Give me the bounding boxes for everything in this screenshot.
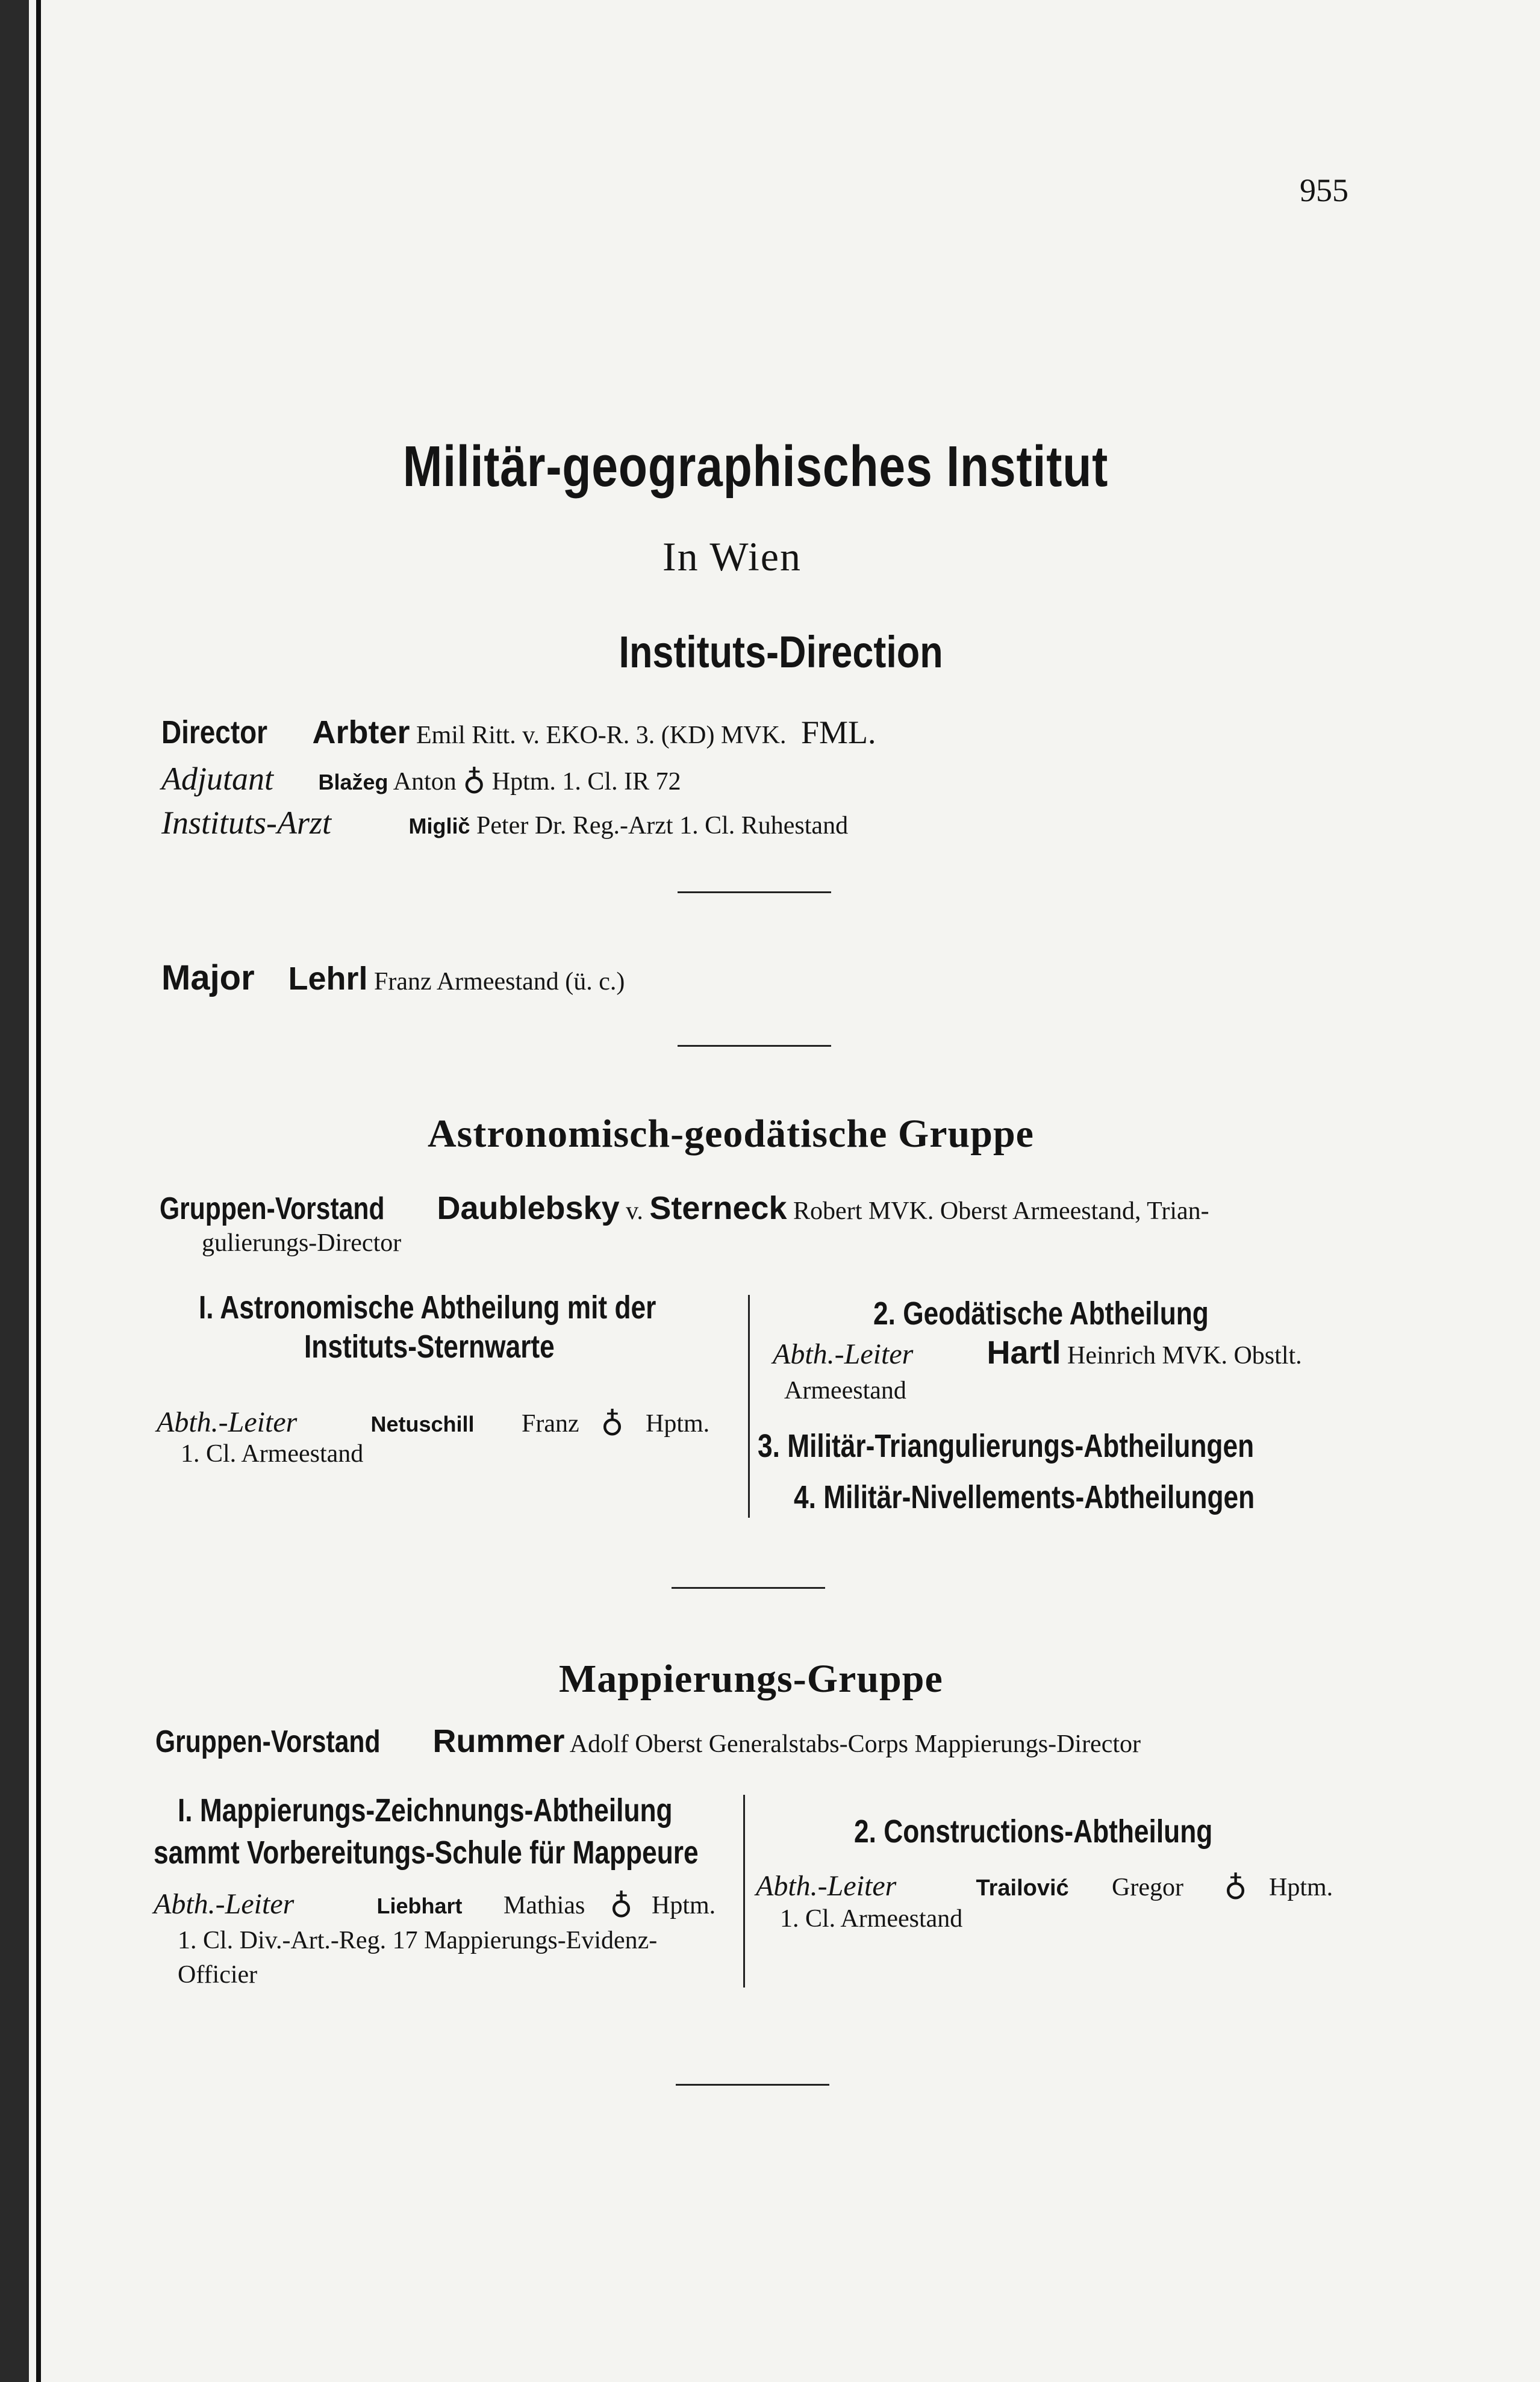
page-title — [136, 434, 1375, 500]
mapping-left-leiter-first: Mathias — [503, 1892, 585, 1919]
mapping-right-leiter-rank: Hptm. — [1269, 1874, 1333, 1901]
mapping-left-leiter-line — [154, 1885, 715, 1921]
astro-section-1-line2: Instituts-Sternwarte — [304, 1329, 555, 1365]
arzt-details: Peter Dr. Reg.-Arzt 1. Cl. Ruhestand — [476, 812, 849, 840]
page-number: 955 — [1300, 172, 1348, 208]
major-details: Franz Armeestand (ü. c.) — [374, 968, 625, 996]
astro-group-heading: Astronomisch-geodätische Gruppe — [428, 1112, 1034, 1156]
scan-border — [36, 0, 41, 2382]
column-divider — [743, 1795, 745, 1988]
mapping-section-1-line1: I. Mappierungs-Zeichnungs-Abtheilung — [178, 1792, 673, 1829]
mapping-right-leiter-details: 1. Cl. Armeestand — [780, 1905, 963, 1933]
major-name: Lehrl — [288, 961, 368, 997]
astro-section-4: 4. Militär-Nivellements-Abtheilungen — [794, 1479, 1255, 1515]
astro-left-leiter-rank: Hptm. — [646, 1410, 710, 1438]
astro-vorstand-v: v. — [626, 1197, 643, 1225]
astro-left-leiter-name: Netuschill — [370, 1412, 475, 1436]
astro-left-leiter-line — [157, 1403, 709, 1439]
mapping-vorstand-role: Gruppen-Vorstand — [155, 1724, 381, 1759]
adjutant-details: Hptm. 1. Cl. IR 72 — [491, 768, 681, 796]
mapping-vorstand-name: Rummer — [432, 1723, 565, 1759]
mapping-vorstand-details: Adolf Oberst Generalstabs-Corps Mappierungs-Director — [569, 1730, 1141, 1758]
mapping-left-leiter-rank: Hptm. — [652, 1892, 716, 1919]
astro-vorstand-name-b: Sterneck — [649, 1190, 787, 1226]
astro-vorstand-name-a: Daublebsky — [437, 1190, 620, 1226]
page-subtitle: In Wien — [662, 534, 802, 579]
decoration-icon: ♁ — [1224, 1868, 1247, 1903]
astro-left-leiter-role: Abth.-Leiter — [157, 1406, 298, 1438]
decoration-icon: ♁ — [600, 1405, 624, 1439]
separator — [672, 1587, 825, 1589]
arzt-name: Miglič — [408, 814, 470, 838]
director-line — [161, 714, 876, 751]
major-line — [161, 958, 625, 998]
astro-vorstand-line — [160, 1189, 1209, 1227]
mapping-left-leiter-details-2: Officier — [178, 1961, 258, 1989]
astro-left-leiter-details: 1. Cl. Armeestand — [181, 1440, 364, 1468]
mapping-group-heading: Mappierungs-Gruppe — [559, 1657, 943, 1701]
direction-heading: Instituts-Direction — [619, 627, 943, 677]
director-rank: FML. — [800, 714, 876, 750]
mapping-right-leiter-line — [756, 1867, 1333, 1903]
director-role: Director — [161, 714, 268, 750]
astro-section-3: 3. Militär-Triangulierungs-Abtheilungen — [758, 1428, 1255, 1464]
mapping-right-leiter-first: Gregor — [1112, 1874, 1183, 1901]
arzt-role: Instituts-Arzt — [161, 805, 332, 841]
astro-right-leiter-name: Hartl — [987, 1335, 1061, 1371]
mapping-section-2: 2. Constructions-Abtheilung — [854, 1813, 1213, 1850]
adjutant-role: Adjutant — [161, 761, 273, 797]
astro-left-leiter-first: Franz — [522, 1410, 579, 1438]
astro-vorstand-role: Gruppen-Vorstand — [160, 1191, 385, 1226]
astro-right-leiter-details: Heinrich MVK. Obstlt. — [1067, 1342, 1302, 1370]
arzt-line — [161, 804, 848, 841]
major-role: Major — [161, 958, 255, 997]
mapping-section-1-line2: sammt Vorbereitungs-Schule für Mappeure — [154, 1835, 699, 1871]
mapping-right-leiter-role: Abth.-Leiter — [756, 1870, 897, 1902]
adjutant-line — [161, 760, 681, 797]
page-title-text: Militär-geographisches Institut — [402, 434, 1109, 499]
director-name: Arbter — [312, 714, 410, 750]
adjutant-name: Blažeg — [318, 770, 388, 794]
separator — [678, 891, 831, 893]
astro-section-1-line1: I. Astronomische Abtheilung mit der — [199, 1289, 656, 1326]
separator — [678, 1045, 831, 1047]
mapping-left-leiter-name: Liebhart — [376, 1894, 463, 1918]
mapping-left-leiter-details: 1. Cl. Div.-Art.-Reg. 17 Mappierungs-Evidenz- — [178, 1927, 658, 1954]
astro-section-2: 2. Geodätische Abtheilung — [873, 1295, 1209, 1332]
decoration-icon: ♁ — [609, 1886, 633, 1921]
astro-right-leiter-details-2: Armeestand — [784, 1377, 906, 1405]
adjutant-first: Anton — [393, 768, 457, 796]
director-details: Emil Ritt. v. EKO-R. 3. (KD) MVK. — [416, 722, 787, 749]
separator — [676, 2084, 829, 2086]
mapping-right-leiter-name: Trailović — [976, 1875, 1069, 1901]
astro-right-leiter-line — [773, 1334, 1302, 1371]
column-divider — [748, 1295, 750, 1518]
astro-right-leiter-role: Abth.-Leiter — [773, 1338, 914, 1370]
mapping-left-leiter-role: Abth.-Leiter — [154, 1888, 295, 1920]
astro-vorstand-details-2: gulierungs-Director — [202, 1229, 402, 1257]
mapping-vorstand-line — [155, 1723, 1141, 1760]
astro-vorstand-details: Robert MVK. Oberst Armeestand, Trian- — [793, 1197, 1209, 1225]
decoration-icon: ♁ — [463, 762, 486, 797]
